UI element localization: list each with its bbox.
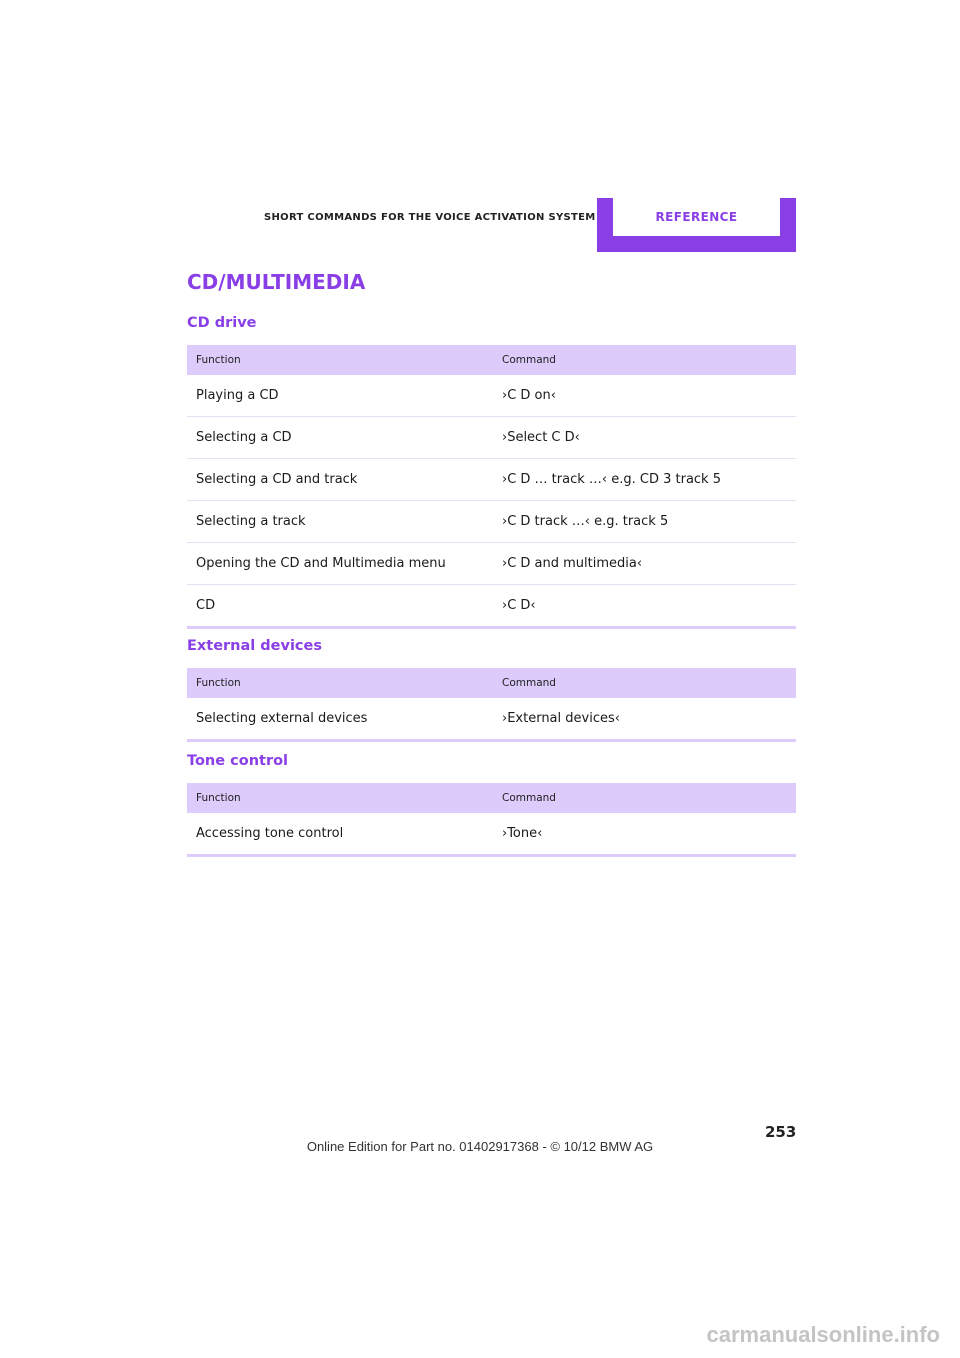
command-cell: ›C D and multimedia‹ bbox=[502, 556, 643, 571]
table-row bbox=[187, 813, 796, 854]
table-header bbox=[187, 345, 796, 375]
command-cell: ›Tone‹ bbox=[502, 826, 543, 841]
command-cell: ›C D‹ bbox=[502, 598, 536, 613]
table-tone-control bbox=[187, 783, 796, 857]
page-heading: CD/MULTIMEDIA bbox=[187, 270, 366, 294]
function-cell: CD bbox=[196, 598, 216, 613]
section-title-cd-drive: CD drive bbox=[187, 315, 257, 331]
watermark: carmanualsonline.info bbox=[706, 1322, 940, 1347]
function-cell: Selecting a CD and track bbox=[196, 472, 358, 487]
table-external-devices bbox=[187, 668, 796, 742]
section-title-external-devices: External devices bbox=[187, 638, 322, 654]
command-cell: ›C D track …‹ e.g. track 5 bbox=[502, 514, 669, 529]
command-cell: ›C D … track …‹ e.g. CD 3 track 5 bbox=[502, 472, 721, 487]
column-header-function: Function bbox=[196, 677, 241, 689]
command-cell: ›Select C D‹ bbox=[502, 430, 580, 445]
table-bottom-rule bbox=[187, 854, 796, 857]
table-header bbox=[187, 668, 796, 698]
column-header-function: Function bbox=[196, 792, 241, 804]
table-bottom-rule bbox=[187, 626, 796, 629]
function-cell: Selecting a track bbox=[196, 514, 306, 529]
function-cell: Opening the CD and Multimedia menu bbox=[196, 556, 446, 571]
table-cd-drive bbox=[187, 345, 796, 629]
running-header-title: SHORT COMMANDS FOR THE VOICE ACTIVATION SYSTEM bbox=[264, 212, 596, 223]
column-header-command: Command bbox=[502, 792, 556, 804]
function-cell: Playing a CD bbox=[196, 388, 279, 403]
table-row bbox=[187, 543, 796, 585]
function-cell: Selecting external devices bbox=[196, 711, 368, 726]
table-bottom-rule bbox=[187, 739, 796, 742]
function-cell: Selecting a CD bbox=[196, 430, 292, 445]
function-cell: Accessing tone control bbox=[196, 826, 344, 841]
table-row bbox=[187, 698, 796, 739]
reference-tab-inner bbox=[613, 198, 780, 236]
table-row bbox=[187, 501, 796, 543]
reference-tab bbox=[597, 198, 796, 252]
table-row bbox=[187, 585, 796, 626]
column-header-function: Function bbox=[196, 354, 241, 366]
page-number: 253 bbox=[765, 1123, 797, 1141]
command-cell: ›C D on‹ bbox=[502, 388, 556, 403]
footer-edition-note: Online Edition for Part no. 01402917368 - © 10/12 BMW AG bbox=[306, 1139, 654, 1154]
command-cell: ›External devices‹ bbox=[502, 711, 620, 726]
section-title-tone-control: Tone control bbox=[187, 753, 289, 769]
table-row bbox=[187, 417, 796, 459]
table-row bbox=[187, 375, 796, 417]
column-header-command: Command bbox=[502, 354, 556, 366]
table-row bbox=[187, 459, 796, 501]
column-header-command: Command bbox=[502, 677, 556, 689]
reference-tab-label: REFERENCE bbox=[655, 210, 738, 224]
table-header bbox=[187, 783, 796, 813]
